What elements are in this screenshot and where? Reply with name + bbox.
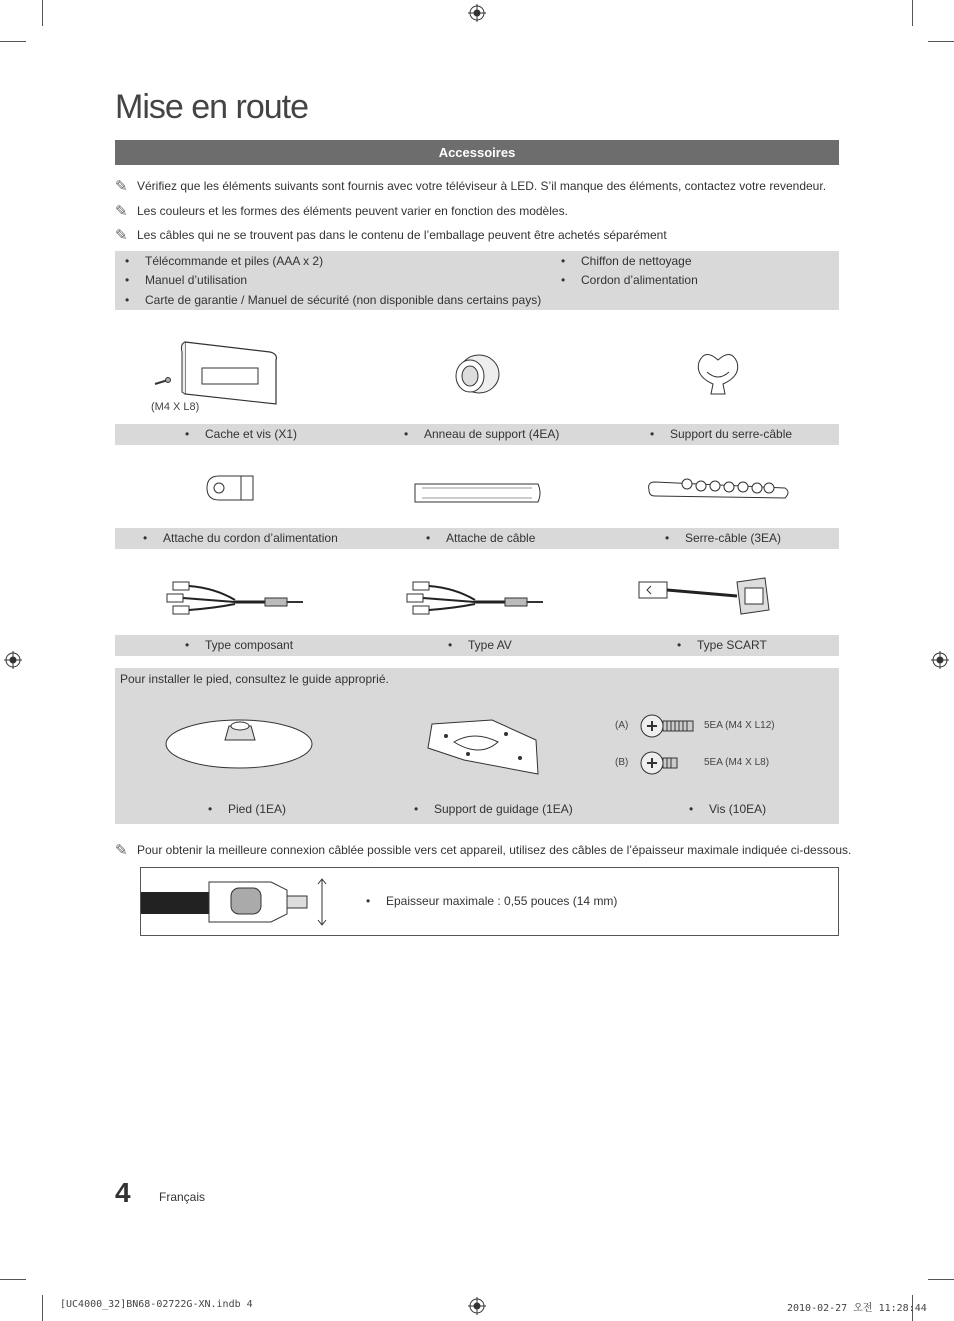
note: ✎ Vérifiez que les éléments suivants sont fournis avec votre téléviseur à LED. S’il manque des éléments, contactez votre revendeur. (115, 178, 827, 195)
wire-holder-image (693, 350, 743, 398)
accessory-label: • Type SCART (677, 638, 767, 652)
crop-mark (0, 1279, 26, 1280)
accessory-label-row (115, 528, 839, 549)
page-number: 4 (115, 1177, 131, 1208)
cable-tie-image (410, 480, 545, 506)
cable-thickness-image (141, 876, 331, 928)
pencil-icon: ✎ (115, 203, 128, 220)
screw-b-image (640, 749, 680, 777)
page-title: Mise en route (115, 88, 308, 126)
registration-mark-icon (931, 651, 949, 669)
stand-label: • Support de guidage (1EA) (414, 802, 573, 816)
crop-mark (928, 1279, 954, 1280)
accessory-label: • Support du serre-câble (650, 427, 792, 441)
print-slug-right: 2010-02-27 오전 11:28:44 (787, 1303, 927, 1314)
holder-ring-image (452, 352, 502, 397)
screw-size-caption: (M4 X L8) (151, 401, 200, 413)
screw-a-spec: 5EA (M4 X L12) (704, 720, 775, 731)
crop-mark (42, 0, 43, 26)
list-item: • Télécommande et piles (AAA x 2) (125, 254, 323, 268)
scart-cable-image (637, 572, 772, 617)
screw-a-image (640, 712, 696, 740)
accessory-label: • Type AV (448, 638, 512, 652)
screw-b-tag: (B) (615, 757, 629, 768)
av-cable-image (405, 578, 547, 618)
list-item: • Chiffon de nettoyage (561, 254, 692, 268)
accessory-label: • Serre-câble (3EA) (665, 531, 781, 545)
crop-mark (928, 41, 954, 42)
crop-mark (0, 41, 26, 42)
stand-image (163, 714, 315, 772)
stand-label: • Pied (1EA) (208, 802, 286, 816)
accessory-label: • Attache de câble (426, 531, 535, 545)
accessory-label: • Cache et vis (X1) (185, 427, 297, 441)
registration-mark-icon (4, 651, 22, 669)
cover-and-screw-image (150, 338, 285, 408)
accessory-label: • Attache du cordon d’alimentation (143, 531, 338, 545)
screw-b-spec: 5EA (M4 X L8) (704, 757, 770, 768)
stand-intro: Pour installer le pied, consultez le guide approprié. (120, 672, 389, 686)
cable-spec: • Epaisseur maximale : 0,55 pouces (14 mm) (366, 894, 617, 908)
accessory-label-row (115, 424, 839, 445)
guide-stand-image (424, 712, 544, 776)
list-item: • Cordon d’alimentation (561, 273, 698, 287)
stand-label: • Vis (10EA) (689, 802, 766, 816)
accessory-label: • Type composant (185, 638, 293, 652)
footer-language: Français (159, 1190, 206, 1204)
pencil-icon: ✎ (115, 178, 128, 195)
pencil-icon: ✎ (115, 842, 128, 859)
cable-spec-box (140, 867, 839, 936)
section-header: Accessoires (115, 140, 839, 165)
pencil-icon: ✎ (115, 227, 128, 244)
note: ✎ Les câbles qui ne se trouvent pas dans le contenu de l’emballage peuvent être achetés séparément (115, 227, 667, 244)
crop-mark (912, 0, 913, 26)
accessory-label: • Anneau de support (4EA) (404, 427, 559, 441)
accessory-label-row (115, 635, 839, 656)
list-item: • Carte de garantie / Manuel de sécurité (non disponible dans certains pays) (125, 293, 541, 307)
list-item: • Manuel d’utilisation (125, 273, 247, 287)
registration-mark-icon (468, 4, 486, 22)
crop-mark (42, 1295, 43, 1321)
note: ✎ Pour obtenir la meilleure connexion câblée possible vers cet appareil, utilisez des câbles de l’épaisseur maximale indiquée ci-dessous. (115, 842, 852, 859)
cable-clip-image (645, 472, 793, 508)
print-slug-left: [UC4000_32]BN68-02722G-XN.indb 4 (60, 1299, 253, 1310)
registration-mark-icon (468, 1297, 486, 1315)
component-cable-image (165, 578, 307, 618)
note: ✎ Les couleurs et les formes des éléments peuvent varier en fonction des modèles. (115, 203, 568, 220)
screw-a-tag: (A) (615, 720, 629, 731)
power-cord-holder-image (205, 472, 257, 504)
